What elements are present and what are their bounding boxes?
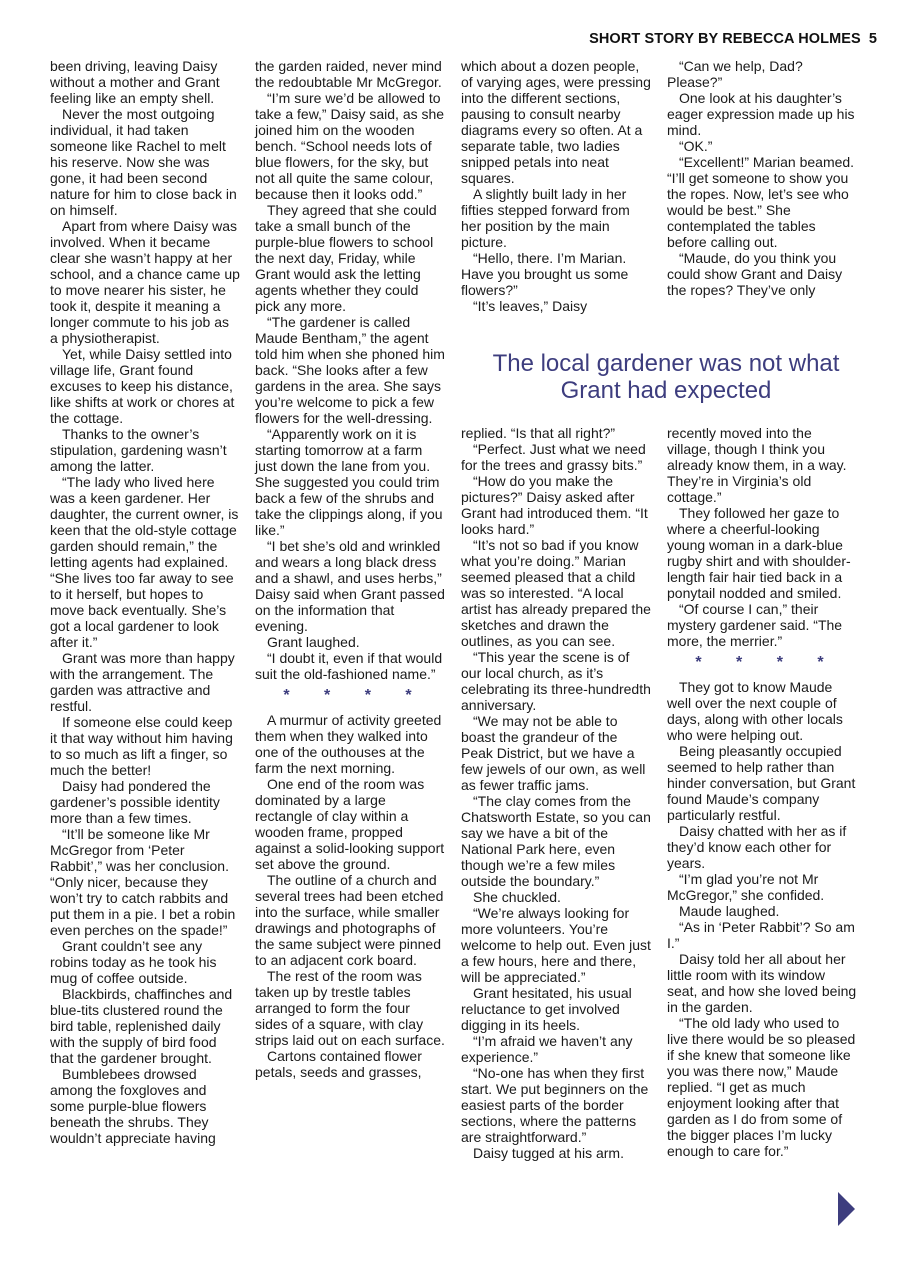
column-1	[50, 58, 240, 1146]
paragraph: They agreed that she could take a small bunch of the purple-blue flowers to school the next day, Friday, while Grant would ask the letting agents whether they could pick any more.	[255, 202, 437, 314]
paragraph: The outline of a church and several trees had been etched into the surface, while smaller drawings and photographs of the same subject were pinned to an adjacent cork board.	[255, 872, 444, 968]
paragraph: “I’m sure we’d be allowed to take a few,” Daisy said, as she joined him on the wooden bench. “School needs lots of blue flowers, for the sky, but not all quite the same colour, because then it looks odd.”	[255, 90, 445, 202]
pull-quote: The local gardener was not what Grant had expected	[492, 350, 840, 404]
paragraph: Daisy chatted with her as if they’d know each other for years.	[667, 823, 847, 871]
paragraph: been driving, leaving Daisy without a mother and Grant feeling like an empty shell.	[50, 58, 220, 106]
paragraph: recently moved into the village, though I think you already know them, in a way. They’re in Virginia’s old cottage.”	[667, 425, 847, 505]
scene-break: * * * *	[283, 687, 427, 704]
paragraph: “Hello, there. I’m Marian. Have you brought us some flowers?”	[461, 250, 629, 298]
page-number: 5	[868, 31, 877, 47]
paragraph: “The clay comes from the Chatsworth Estate, so you can say we have a bit of the National Park here, even though we’re a few miles outside the boundary.”	[461, 793, 651, 889]
paragraph: They followed her gaze to where a cheerful-looking young woman in a dark-blue rugby shirt and with shoulder-length fair hair tied back in a ponytail nodded and smiled.	[667, 505, 851, 601]
paragraph: “Maude, do you think you could show Grant and Daisy the ropes? They’ve only	[667, 250, 843, 298]
paragraph: which about a dozen people, of varying ages, were pressing into the different sections, pausing to consult nearby diagrams every so often. At a separate table, two ladies snipped petals into neat squares.	[461, 58, 651, 186]
paragraph: Grant hesitated, his usual reluctance to get involved digging in its heels.	[461, 985, 632, 1033]
paragraph: Yet, while Daisy settled into village life, Grant found excuses to keep his distance, like shifts at work or chores at the cottage.	[50, 346, 235, 426]
paragraph: “It’s not so bad if you know what you’re doing.” Marian seemed pleased that a child was so interested. “A local artist has already prepared the sketches and drawn the outlines, as you can see.	[461, 537, 651, 649]
paragraph: Being pleasantly occupied seemed to help rather than hinder conversation, but Grant found Maude’s company particularly restful.	[667, 743, 856, 823]
continue-arrow-icon	[838, 1192, 855, 1226]
paragraph: Bumblebees drowsed among the foxgloves and some purple-blue flowers beneath the shrubs. They wouldn’t appreciate having	[50, 1066, 216, 1146]
paragraph: “I’m glad you’re not Mr McGregor,” she confided.	[667, 871, 825, 903]
paragraph: “Of course I can,” their mystery gardener said. “The more, the merrier.”	[667, 601, 843, 649]
paragraph: One look at his daughter’s eager expression made up his mind.	[667, 90, 855, 138]
paragraph: “I’m afraid we haven’t any experience.”	[461, 1033, 633, 1065]
paragraph: Daisy told her all about her little room with its window seat, and how she loved being in the garden.	[667, 951, 857, 1015]
column-2	[255, 58, 445, 1080]
paragraph: One end of the room was dominated by a large rectangle of clay within a wooden frame, propped against a solid-looking support set above the ground.	[255, 776, 445, 872]
paragraph: the garden raided, never mind the redoubtable Mr McGregor.	[255, 58, 442, 90]
paragraph: “This year the scene is of our local church, as it’s celebrating its three-hundredth anniversary.	[461, 649, 651, 713]
column-3-bottom	[461, 425, 651, 1161]
paragraph: They got to know Maude well over the next couple of days, along with other locals who were helping out.	[667, 679, 843, 743]
paragraph: “The old lady who used to live there would be so pleased if she knew that someone like you was there now,” Maude replied. “I get as much enjoyment looking after that garden as I do from some of the bigger places I’m lucky enough to care for.”	[667, 1015, 856, 1159]
paragraph: “OK.”	[679, 138, 713, 154]
paragraph: She chuckled.	[473, 889, 561, 905]
paragraph: “It’ll be someone like Mr McGregor from ‘Peter Rabbit’,” was her conclusion. “Only nicer, because they won’t try to catch rabbits and put them in a pie. I bet a robin even perches on the spade!”	[50, 826, 236, 938]
paragraph: replied. “Is that all right?”	[461, 425, 616, 441]
paragraph: “Excellent!” Marian beamed. “I’ll get someone to show you the ropes. Now, let’s see who would be best.” She contemplated the tables before calling out.	[667, 154, 855, 250]
paragraph: Never the most outgoing individual, it had taken someone like Rachel to melt his reserve. Now she was gone, it had been second nature for him to close back in on himself.	[50, 106, 237, 218]
paragraph: “Perfect. Just what we need for the trees and grassy bits.”	[461, 441, 646, 473]
paragraph: Grant laughed.	[267, 634, 360, 650]
paragraph: A slightly built lady in her fifties stepped forward from her position by the main picture.	[461, 186, 630, 250]
paragraph: Grant was more than happy with the arrangement. The garden was attractive and restful.	[50, 650, 235, 714]
paragraph: “We may not be able to boast the grandeur of the Peak District, but we have a few jewels of our own, as well as fewer traffic jams.	[461, 713, 646, 793]
paragraph: “As in ‘Peter Rabbit’? So am I.”	[667, 919, 855, 951]
paragraph: Cartons contained flower petals, seeds and grasses,	[255, 1048, 422, 1080]
page-header	[589, 31, 877, 47]
paragraph: Apart from where Daisy was involved. When it became clear she wasn’t happy at her school, and a chance came up to move nearer his sister, he took it, despite it meaning a longer commute to his job as a physiotherapist.	[50, 218, 240, 346]
paragraph: Maude laughed.	[679, 903, 780, 919]
paragraph: Blackbirds, chaffinches and blue-tits clustered round the bird table, replenished daily with the supply of bird food that the gardener brought.	[50, 986, 233, 1066]
paragraph: The rest of the room was taken up by trestle tables arranged to form the four sides of a square, with clay strips laid out on each surface.	[255, 968, 445, 1048]
paragraph: “I doubt it, even if that would suit the old-fashioned name.”	[255, 650, 443, 682]
paragraph: “The gardener is called Maude Bentham,” the agent told him when she phoned him back. “She looks after a few gardens in the area. She says you’re welcome to pick a few flowers for the well-dressing.	[255, 314, 445, 426]
scene-break: * * * *	[695, 654, 839, 671]
paragraph: Daisy tugged at his arm.	[473, 1145, 624, 1161]
paragraph: “It’s leaves,” Daisy	[473, 298, 588, 314]
column-3-top	[461, 58, 651, 314]
paragraph: “The lady who lived here was a keen gardener. Her daughter, the current owner, is keen that the old-style cottage garden should remain,” the letting agents had explained. “She lives too far away to see to it herself, but hopes to move back eventually. She’s got a local gardener to look after it.”	[50, 474, 239, 650]
paragraph: Daisy had pondered the gardener’s possible identity more than a few times.	[50, 778, 220, 826]
paragraph: “Can we help, Dad? Please?”	[667, 58, 803, 90]
paragraph: “We’re always looking for more volunteers. You’re welcome to help out. Even just a few hours, here and there, will be appreciated.”	[461, 905, 651, 985]
paragraph: Thanks to the owner’s stipulation, gardening wasn’t among the latter.	[50, 426, 227, 474]
paragraph: Grant couldn’t see any robins today as he took his mug of coffee outside.	[50, 938, 217, 986]
paragraph: “No-one has when they first start. We put beginners on the easiest parts of the border sections, where the patterns are straightforward.”	[461, 1065, 649, 1145]
paragraph: “Apparently work on it is starting tomorrow at a farm just down the lane from you. She suggested you could trim back a few of the shrubs and take the clippings along, if you like.”	[255, 426, 443, 538]
column-4-top	[667, 58, 857, 298]
paragraph: A murmur of activity greeted them when they walked into one of the outhouses at the farm the next morning.	[255, 712, 442, 776]
paragraph: “How do you make the pictures?” Daisy asked after Grant had introduced them. “It looks hard.”	[461, 473, 648, 537]
story-byline: SHORT STORY BY REBECCA HOLMES	[589, 31, 861, 47]
column-4-bottom	[667, 425, 857, 1159]
paragraph: “I bet she’s old and wrinkled and wears a long black dress and a shawl, and uses herbs,” Daisy said when Grant passed on the information that evening.	[255, 538, 445, 634]
paragraph: If someone else could keep it that way without him having to so much as lift a finger, so much the better!	[50, 714, 233, 778]
